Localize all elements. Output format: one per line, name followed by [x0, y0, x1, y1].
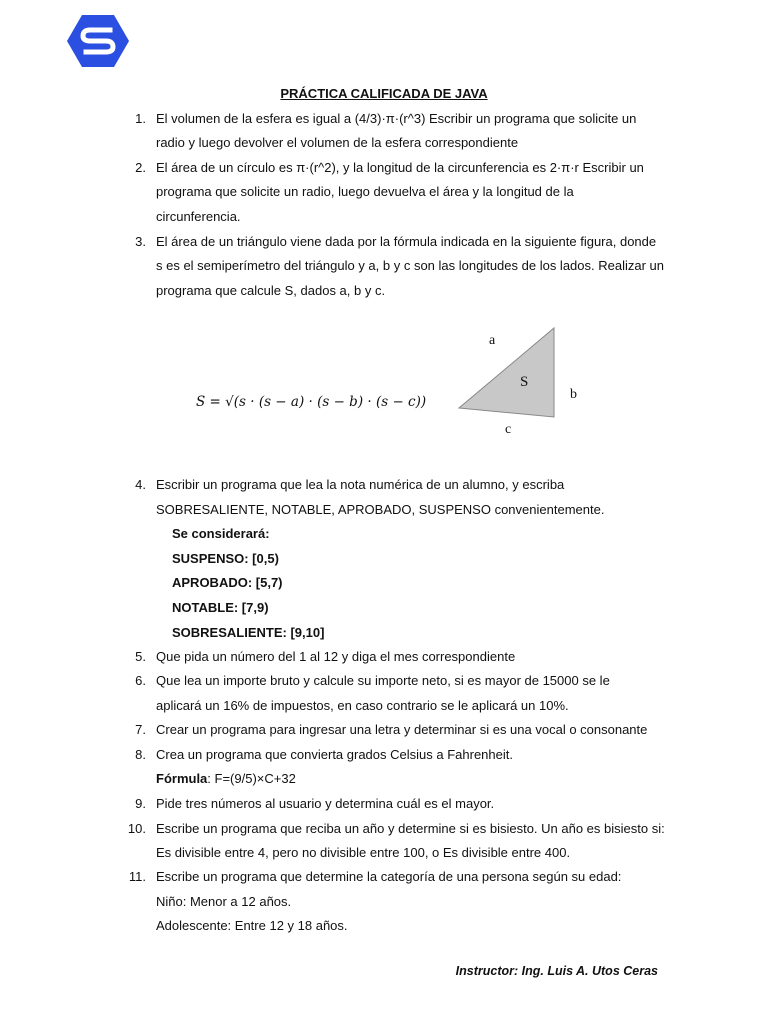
- grading-sobresaliente: SOBRESALIENTE: [9,10]: [172, 625, 325, 640]
- item-5-number: 5.: [135, 649, 146, 664]
- item-2-line-2: programa que solicite un radio, luego devuelva el área y la longitud de la: [156, 184, 574, 199]
- item-4-line-1: Escribir un programa que lea la nota numérica de un alumno, y escriba: [156, 477, 565, 492]
- item-6-line-1: Que lea un importe bruto y calcule su importe neto, si es mayor de 15000 se le: [156, 673, 610, 688]
- page-title: PRÁCTICA CALIFICADA DE JAVA: [280, 86, 488, 101]
- item-6-number: 6.: [135, 673, 146, 688]
- item-3-number: 3.: [135, 234, 146, 249]
- triangle-figure: [455, 325, 565, 425]
- company-logo-icon: [66, 14, 130, 68]
- item-8-formula: [156, 771, 296, 787]
- triangle-label-b: b: [570, 387, 577, 402]
- item-10-number: 10.: [127, 821, 146, 836]
- instructor-footer: Instructor: Ing. Luis A. Utos Ceras: [455, 964, 658, 978]
- item-2-number: 2.: [135, 160, 146, 175]
- grading-aprobado: APROBADO: [5,7): [172, 575, 283, 590]
- item-11-line-1: Escribe un programa que determine la categoría de una persona según su edad:: [156, 869, 622, 884]
- item-1-line-2: radio y luego devolver el volumen de la esfera correspondiente: [156, 135, 519, 150]
- item-3-line-1: El área de un triángulo viene dada por la fórmula indicada en la siguiente figura, donde: [156, 234, 657, 249]
- item-8-line-1: Crea un programa que convierta grados Celsius a Fahrenheit.: [156, 747, 513, 762]
- item-3-line-3: programa que calcule S, dados a, b y c.: [156, 283, 386, 298]
- heron-formula: S = √(s · (s − a) · (s − b) · (s − c)): [196, 394, 427, 410]
- item-7-line-1: Crear un programa para ingresar una letra y determinar si es una vocal o consonante: [156, 722, 648, 737]
- item-6-line-2: aplicará un 16% de impuestos, en caso contrario se le aplicará un 10%.: [156, 698, 569, 713]
- grading-suspenso: SUSPENSO: [0,5): [172, 551, 279, 566]
- item-4-line-2: SOBRESALIENTE, NOTABLE, APROBADO, SUSPENSO convenientemente.: [156, 502, 605, 517]
- formula-label: Fórmula: [156, 771, 208, 786]
- item-10-line-2: Es divisible entre 4, pero no divisible entre 100, o Es divisible entre 400.: [156, 845, 571, 860]
- item-11-line-2: Niño: Menor a 12 años.: [156, 894, 292, 909]
- grading-notable: NOTABLE: [7,9): [172, 600, 269, 615]
- item-4-number: 4.: [135, 477, 146, 492]
- triangle-label-s: S: [520, 374, 529, 390]
- item-9-number: 9.: [135, 796, 146, 811]
- item-1-line-1: El volumen de la esfera es igual a (4/3)·π·(r^3) Escribir un programa que solicite un: [156, 111, 637, 126]
- item-5-line-1: Que pida un número del 1 al 12 y diga el mes correspondiente: [156, 649, 516, 664]
- item-7-number: 7.: [135, 722, 146, 737]
- item-2-line-1: El área de un círculo es π·(r^2), y la longitud de la circunferencia es 2·π·r Escribir un: [156, 160, 644, 175]
- triangle-label-a: a: [489, 333, 496, 348]
- formula-value: : F=(9/5)×C+32: [207, 771, 296, 786]
- item-3-line-2: s es el semiperímetro del triángulo y a, b y c son las longitudes de los lados. Realizar un: [156, 258, 664, 273]
- item-2-line-3: circunferencia.: [156, 209, 241, 224]
- item-8-number: 8.: [135, 747, 146, 762]
- item-9-line-1: Pide tres números al usuario y determina cuál es el mayor.: [156, 796, 495, 811]
- triangle-label-c: c: [505, 422, 512, 437]
- item-1-number: 1.: [135, 111, 146, 126]
- item-11-number: 11.: [128, 869, 146, 884]
- item-11-line-3: Adolescente: Entre 12 y 18 años.: [156, 918, 348, 933]
- grading-header: Se considerará:: [172, 526, 270, 541]
- item-10-line-1: Escribe un programa que reciba un año y determine si es bisiesto. Un año es bisiesto si:: [156, 821, 665, 836]
